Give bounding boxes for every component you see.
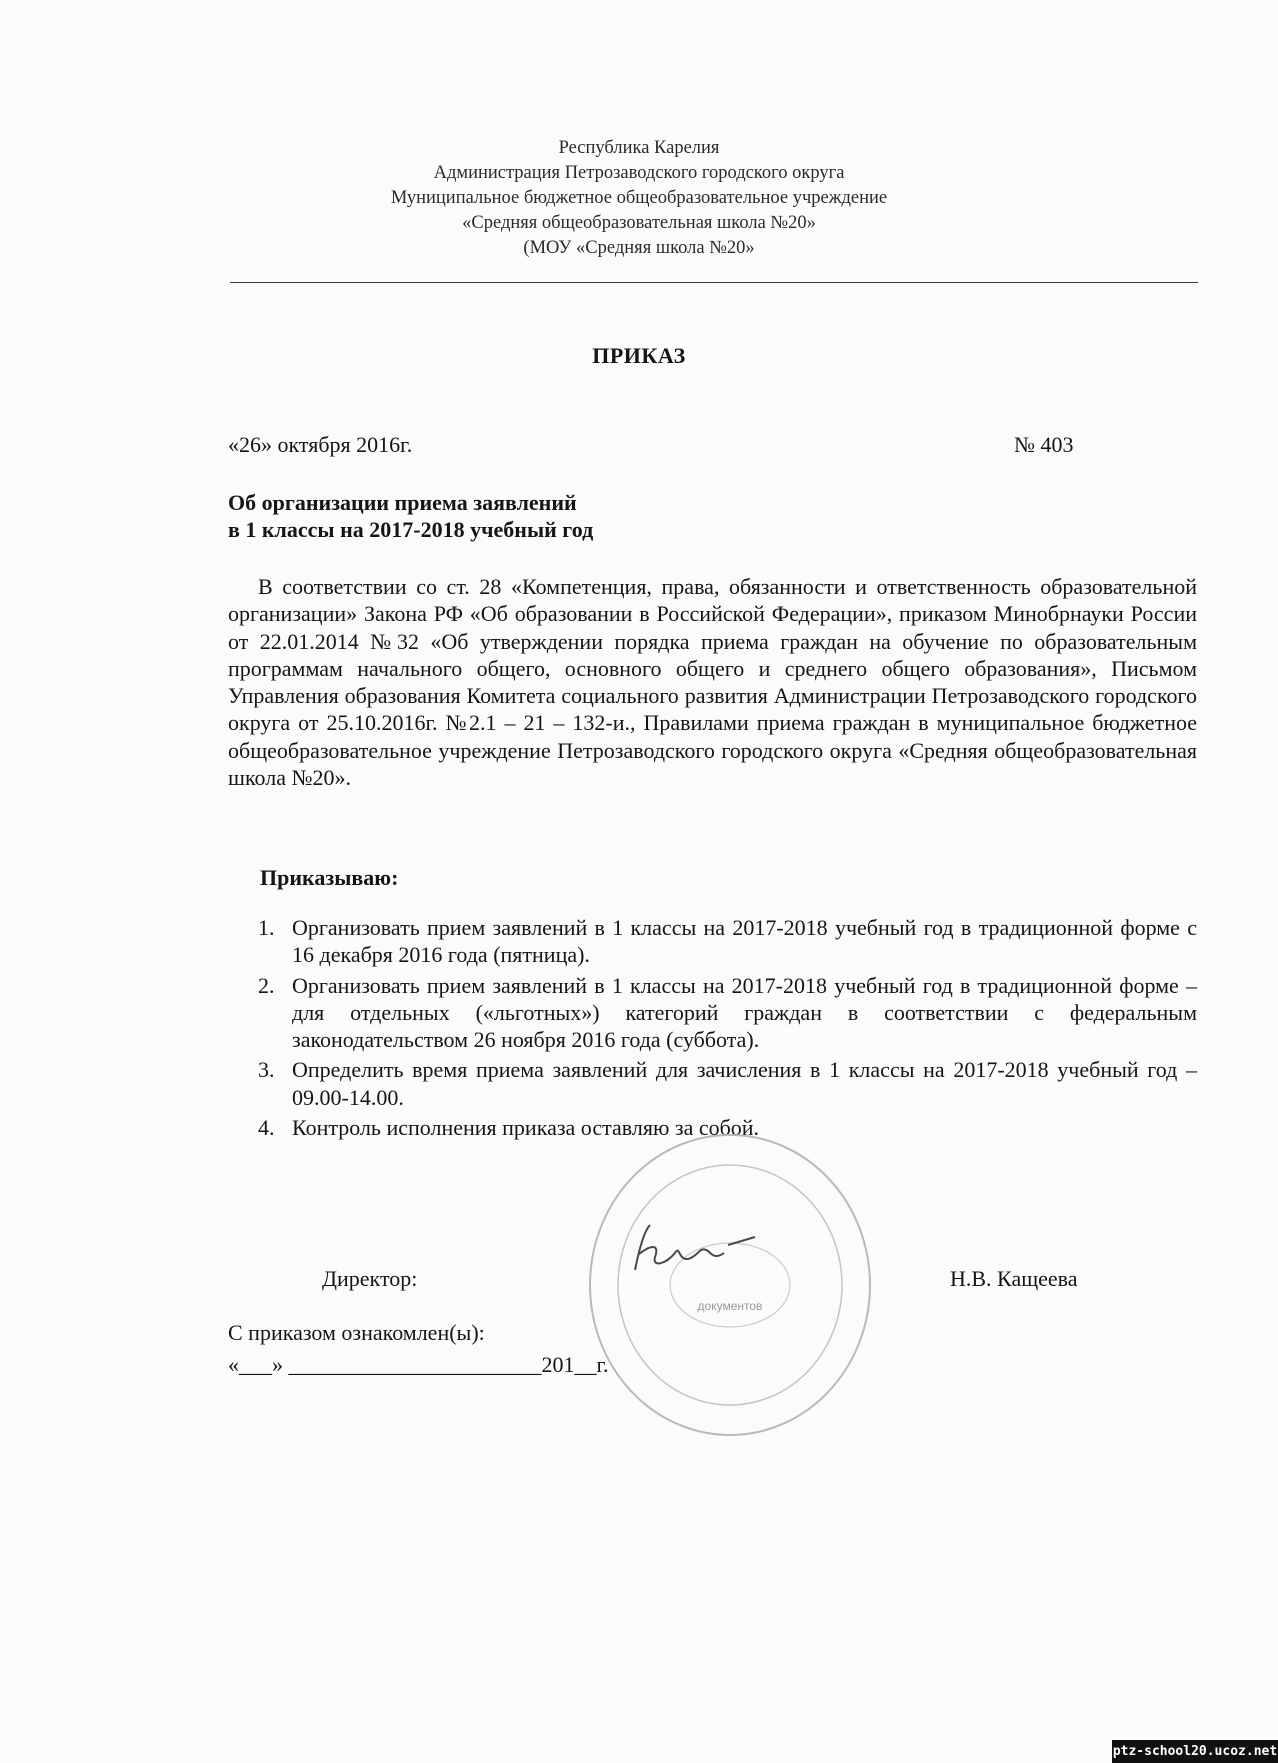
header-republic: Республика Карелия [558, 138, 720, 158]
subject-line-2: в 1 классы на 2017-2018 учебный год [228, 517, 594, 542]
item-text: Организовать прием заявлений в 1 классы на 2017-2018 учебный год в традиционной форме с 16 декабря 2016 года (пятница). [292, 915, 1197, 968]
order-word: Приказываю: [260, 865, 399, 890]
document-title: ПРИКАЗ [592, 343, 686, 368]
header-administration: Администрация Петрозаводского городского округа [433, 163, 845, 183]
item-number: 1. [258, 915, 275, 940]
header-school-name: «Средняя общеобразовательная школа №20» [462, 213, 816, 233]
list-item [228, 1056, 1197, 1111]
director-role: Директор: [322, 1266, 418, 1291]
order-date: «26» октября 2016г. [228, 432, 413, 457]
header-institution: Муниципальное бюджетное общеобразовательное учреждение [390, 188, 888, 208]
item-text: Контроль исполнения приказа оставляю за собой. [292, 1115, 760, 1141]
item-number: 2. [258, 972, 275, 998]
order-number: № 403 [1014, 432, 1074, 457]
official-stamp [580, 1125, 880, 1445]
list-item [228, 972, 1197, 1054]
header-school-short: (МОУ «Средняя школа №20» [523, 238, 755, 258]
preamble-paragraph: В соответствии со ст. 28 «Компетенция, права, обязанности и ответственность образовательной организации» Закона РФ «Об образовании в Российской Федерации», приказом Минобрнауки России от 22.01.2014 №32 «Об утверждении порядка приема граждан на обучение по образовательным программам начального общего, основного общего и среднего общего образования», Письмом Управления образования Комитета социального развития Администрации Петрозаводского городского округа от 25.10.2016г. №2.1 – 21 – 132-и., Правилами приема граждан в муниципальное бюджетное общеобразовательное учреждение Петрозаводского городского округа «Средняя общеобразовательная школа №20». [228, 574, 1197, 791]
header-divider [230, 282, 1198, 283]
order-items-list [228, 914, 1197, 1144]
item-number: 3. [258, 1057, 275, 1083]
list-item [228, 914, 1197, 969]
director-signature [620, 1215, 770, 1285]
stamp-text: документов [697, 1299, 763, 1313]
director-name: Н.В. Кащеева [950, 1266, 1078, 1291]
item-text: Определить время приема заявлений для зачисления в 1 классы на 2017-2018 учебный год – 09.00-14.00. [292, 1057, 1197, 1110]
acquainted-signature-line: «___» _______________________201__г. [228, 1352, 609, 1377]
item-text: Организовать прием заявлений в 1 классы на 2017-2018 учебный год в традиционной форме – для отдельных («льготных») категорий граждан в соответствии с федеральным законодательством 26 ноября 2016 года (суббота). [292, 972, 1197, 1053]
site-watermark: ptz-school20.ucoz.net [1112, 1740, 1278, 1763]
acquainted-label: С приказом ознакомлен(ы): [228, 1320, 485, 1345]
subject-line-1: Об организации приема заявлений [228, 490, 577, 515]
item-number: 4. [258, 1115, 275, 1141]
